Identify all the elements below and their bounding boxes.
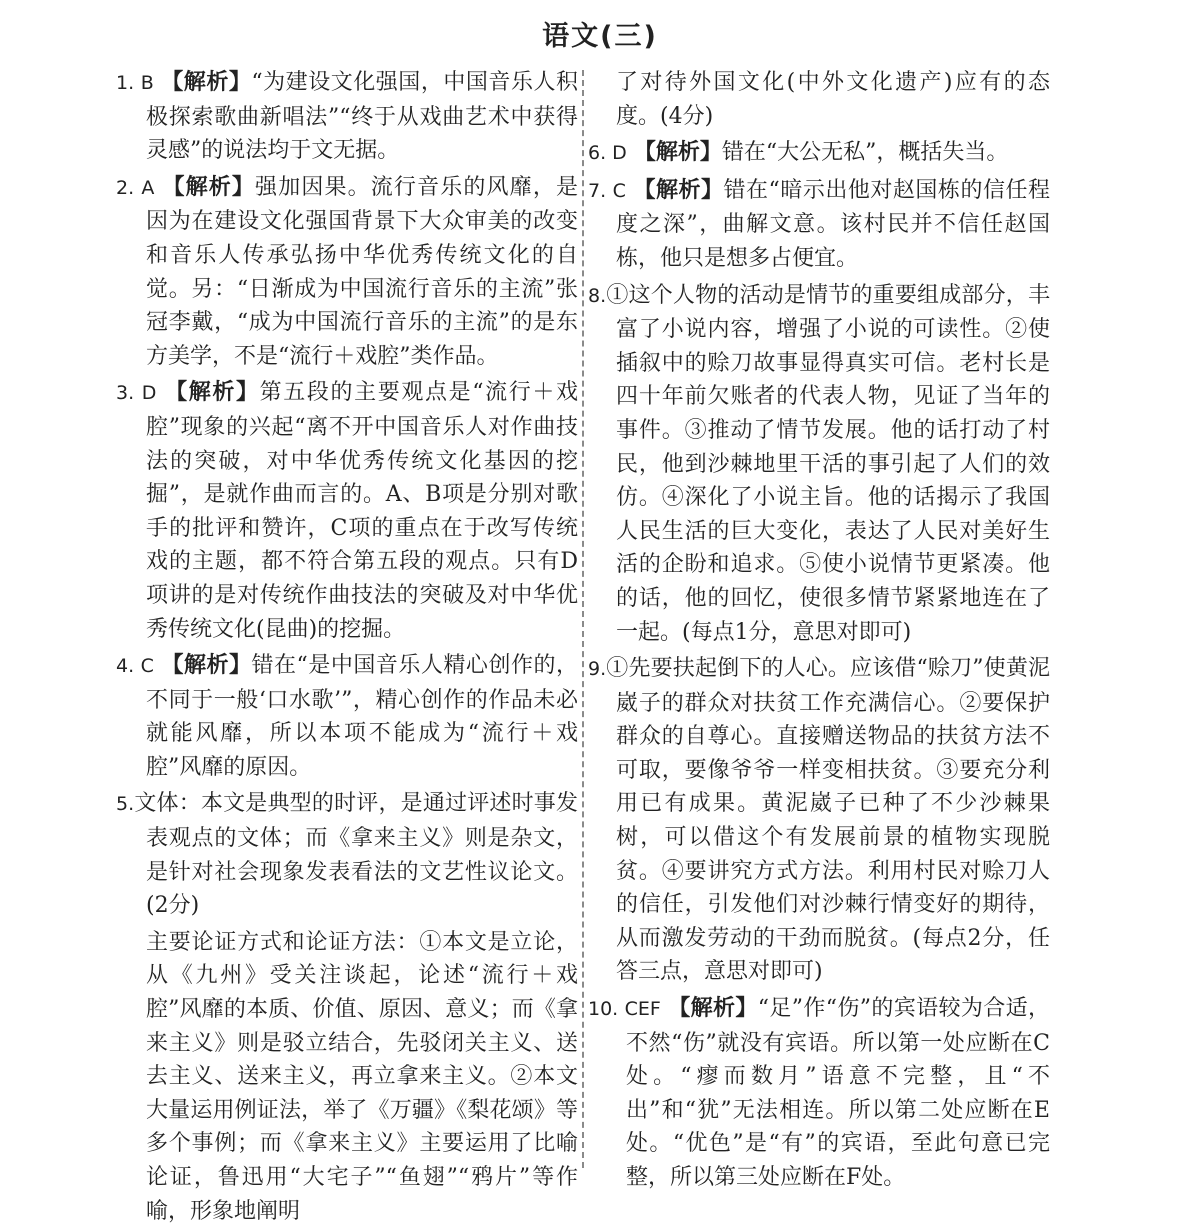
answer-item-7: 7. C 【解析】错在“暗示出他对赵国栋的信任程度之深”，曲解文意。该村民并不信任赵国栋，他只是想多占便宜。: [588, 177, 1050, 271]
answer-item-8: 8.①这个人物的活动是情节的重要组成部分，丰富了小说内容，增强了小说的可读性。②使插叙中的赊刀故事显得真实可信。老村长是四十年前欠账者的代表人物，见证了当年的事件。③推动了情节发展。他的话打动了村民，他到沙棘地里干活的事引起了人们的效仿。④深化了小说主旨。他的话揭示了我国人民生活的巨大变化，表达了人民对美好生活的企盼和追求。⑤使小说情节更紧凑。他的话，他的回忆，使很多情节紧紧地连在了一起。(每点1分，意思对即可): [588, 282, 1050, 645]
answer-item-4: 4. C 【解析】错在“是中国音乐人精心创作的，不同于一般‘口水歌’”，精心创作的作品未必就能风靡，所以本项不能成为“流行＋戏腔”风靡的原因。: [116, 653, 578, 780]
right-column: [588, 66, 1050, 1198]
answer-item-6: 6. D 【解析】错在“大公无私”，概括失当。: [588, 140, 1009, 166]
page-title: 语文(三): [542, 21, 658, 52]
column-divider: [582, 70, 584, 1168]
answer-item-5-ending: 了对待外国文化(中外文化遗产)应有的态度。(4分): [616, 70, 1050, 129]
answer-item-10: 10. CEF 【解析】“足”作“伤”的宾语较为合适，不然“伤”就没有宾语。所以第一处应断在C处。“瘳而数月”语意不完整，且“不出”和“犹”无法相连。所以第二处应断在E处。“优色”是“有”的宾语，至此句意已完整，所以第三处应断在F处。: [588, 996, 1050, 1190]
answer-item-5-continued: 主要论证方式和论证方法：①本文是立论，从《九州》受关注谈起，论述“流行＋戏腔”风靡的本质、价值、原因、意义；而《拿来主义》则是驳立结合，先驳闭关主义、送去主义、送来主义，再立拿来主义。②本文大量运用例证法，举了《万疆》《梨花颂》等多个事例；而《拿来主义》主要运用了比喻论证，鲁迅用“大宅子”“鱼翅”“鸦片”等作喻，形象地阐明: [146, 929, 578, 1224]
answer-item-2: 2. A 【解析】强加因果。流行音乐的风靡，是因为在建设文化强国背景下大众审美的改变和音乐人传承弘扬中华优秀传统文化的自觉。另：“日渐成为中国流行音乐的主流”张冠李戴，“成为中国流行音乐的主流”的是东方美学，不是“流行＋戏腔”类作品。: [116, 174, 578, 369]
answer-item-3: 3. D 【解析】第五段的主要观点是“流行＋戏腔”现象的兴起“离不开中国音乐人对作曲技法的突破，对中华优秀传统文化基因的挖掘”，是就作曲而言的。A、B项是分别对歌手的批评和赞许，C项的重点在于改写传统戏的主题，都不符合第五段的观点。只有D项讲的是对传统作曲技法的突破及对中华优秀传统文化(昆曲)的挖掘。: [116, 380, 578, 642]
answer-item-1: 1. B 【解析】“为建设文化强国，中国音乐人积极探索歌曲新唱法”“终于从戏曲艺术中获得灵感”的说法均于文无据。: [116, 70, 578, 164]
answer-item-9: 9.①先要扶起倒下的人心。应该借“赊刀”使黄泥崴子的群众对扶贫工作充满信心。②要保护群众的自尊心。直接赠送物品的扶贫方法不可取，要像爷爷一样变相扶贫。③要充分利用已有成果。黄泥崴子已种了不少沙棘果树，可以借这个有发展前景的植物实现脱贫。④要讲究方式方法。利用村民对赊刀人的信任，引发他们对沙棘行情变好的期待，从而激发劳动的干劲而脱贫。(每点2分，任答三点，意思对即可): [588, 656, 1050, 985]
answer-item-5: 5.文体：本文是典型的时评，是通过评述时事发表观点的文体；而《拿来主义》则是杂文，是针对社会现象发表看法的文艺性议论文。(2分): [116, 791, 578, 919]
left-column: [116, 66, 578, 1231]
